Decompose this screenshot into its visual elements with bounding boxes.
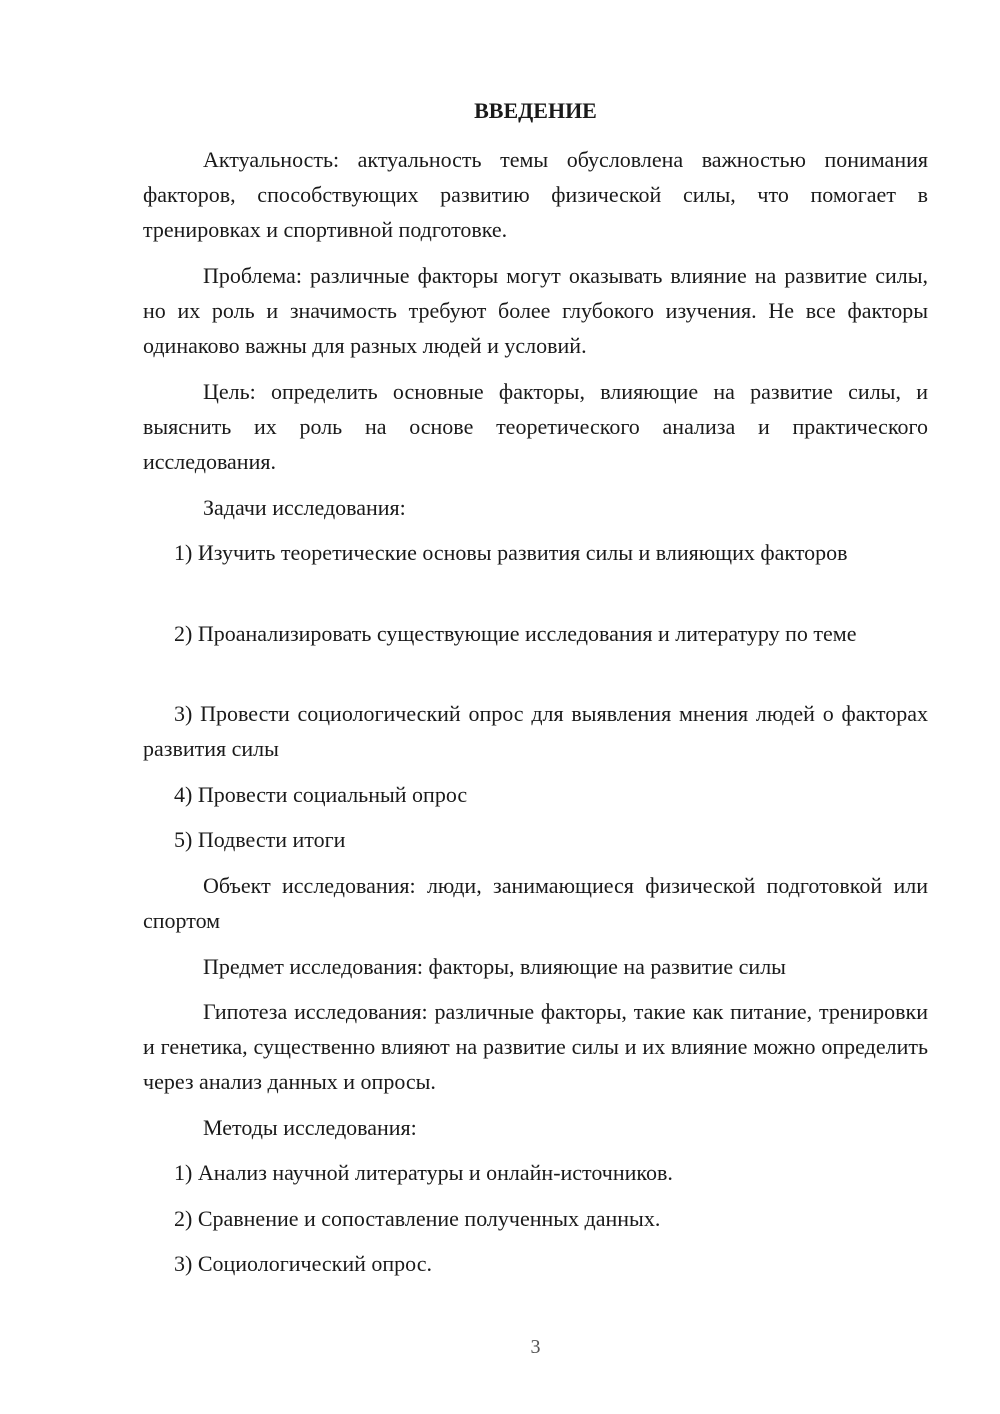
list-item-task-3: 3) Провести социологический опрос для выявления мнения людей о факторах развития силы (143, 701, 928, 761)
list-item-task-5: 5) Подвести итоги (174, 827, 346, 852)
list-item-task-2: 2) Проанализировать существующие исследования и литературу по теме (174, 621, 857, 646)
paragraph-subject: Предмет исследования: факторы, влияющие на развитие силы (203, 954, 786, 979)
list-item-method-1: 1) Анализ научной литературы и онлайн-источников. (174, 1160, 673, 1185)
list-item-task-4: 4) Провести социальный опрос (174, 782, 468, 807)
paragraph-problem: Проблема: различные факторы могут оказывать влияние на развитие силы, но их роль и значимость требуют более глубокого изучения. Не все факторы одинаково важны для разных людей и условий. (143, 263, 928, 358)
paragraph-tasks-heading: Задачи исследования: (203, 495, 406, 520)
paragraph-goal: Цель: определить основные факторы, влияющие на развитие силы, и выяснить их роль на основе теоретического анализа и практического исследования. (143, 379, 928, 474)
list-item-method-2: 2) Сравнение и сопоставление полученных данных. (174, 1206, 661, 1231)
list-item-method-3: 3) Социологический опрос. (174, 1251, 432, 1276)
paragraph-relevance: Актуальность: актуальность темы обусловлена важностью понимания факторов, способствующих развитию физической силы, что помогает в тренировках и спортивной подготовке. (143, 147, 928, 242)
page-number: 3 (530, 1336, 541, 1358)
list-item-task-1: 1) Изучить теоретические основы развития силы и влияющих факторов (174, 540, 848, 565)
section-title: ВВЕДЕНИЕ (474, 98, 597, 123)
paragraph-hypothesis: Гипотеза исследования: различные факторы, такие как питание, тренировки и генетика, существенно влияют на развитие силы и их влияние можно определить через анализ данных и опросы. (143, 999, 928, 1094)
paragraph-methods-heading: Методы исследования: (203, 1115, 417, 1140)
paragraph-object: Объект исследования: люди, занимающиеся физической подготовкой или спортом (143, 873, 928, 933)
